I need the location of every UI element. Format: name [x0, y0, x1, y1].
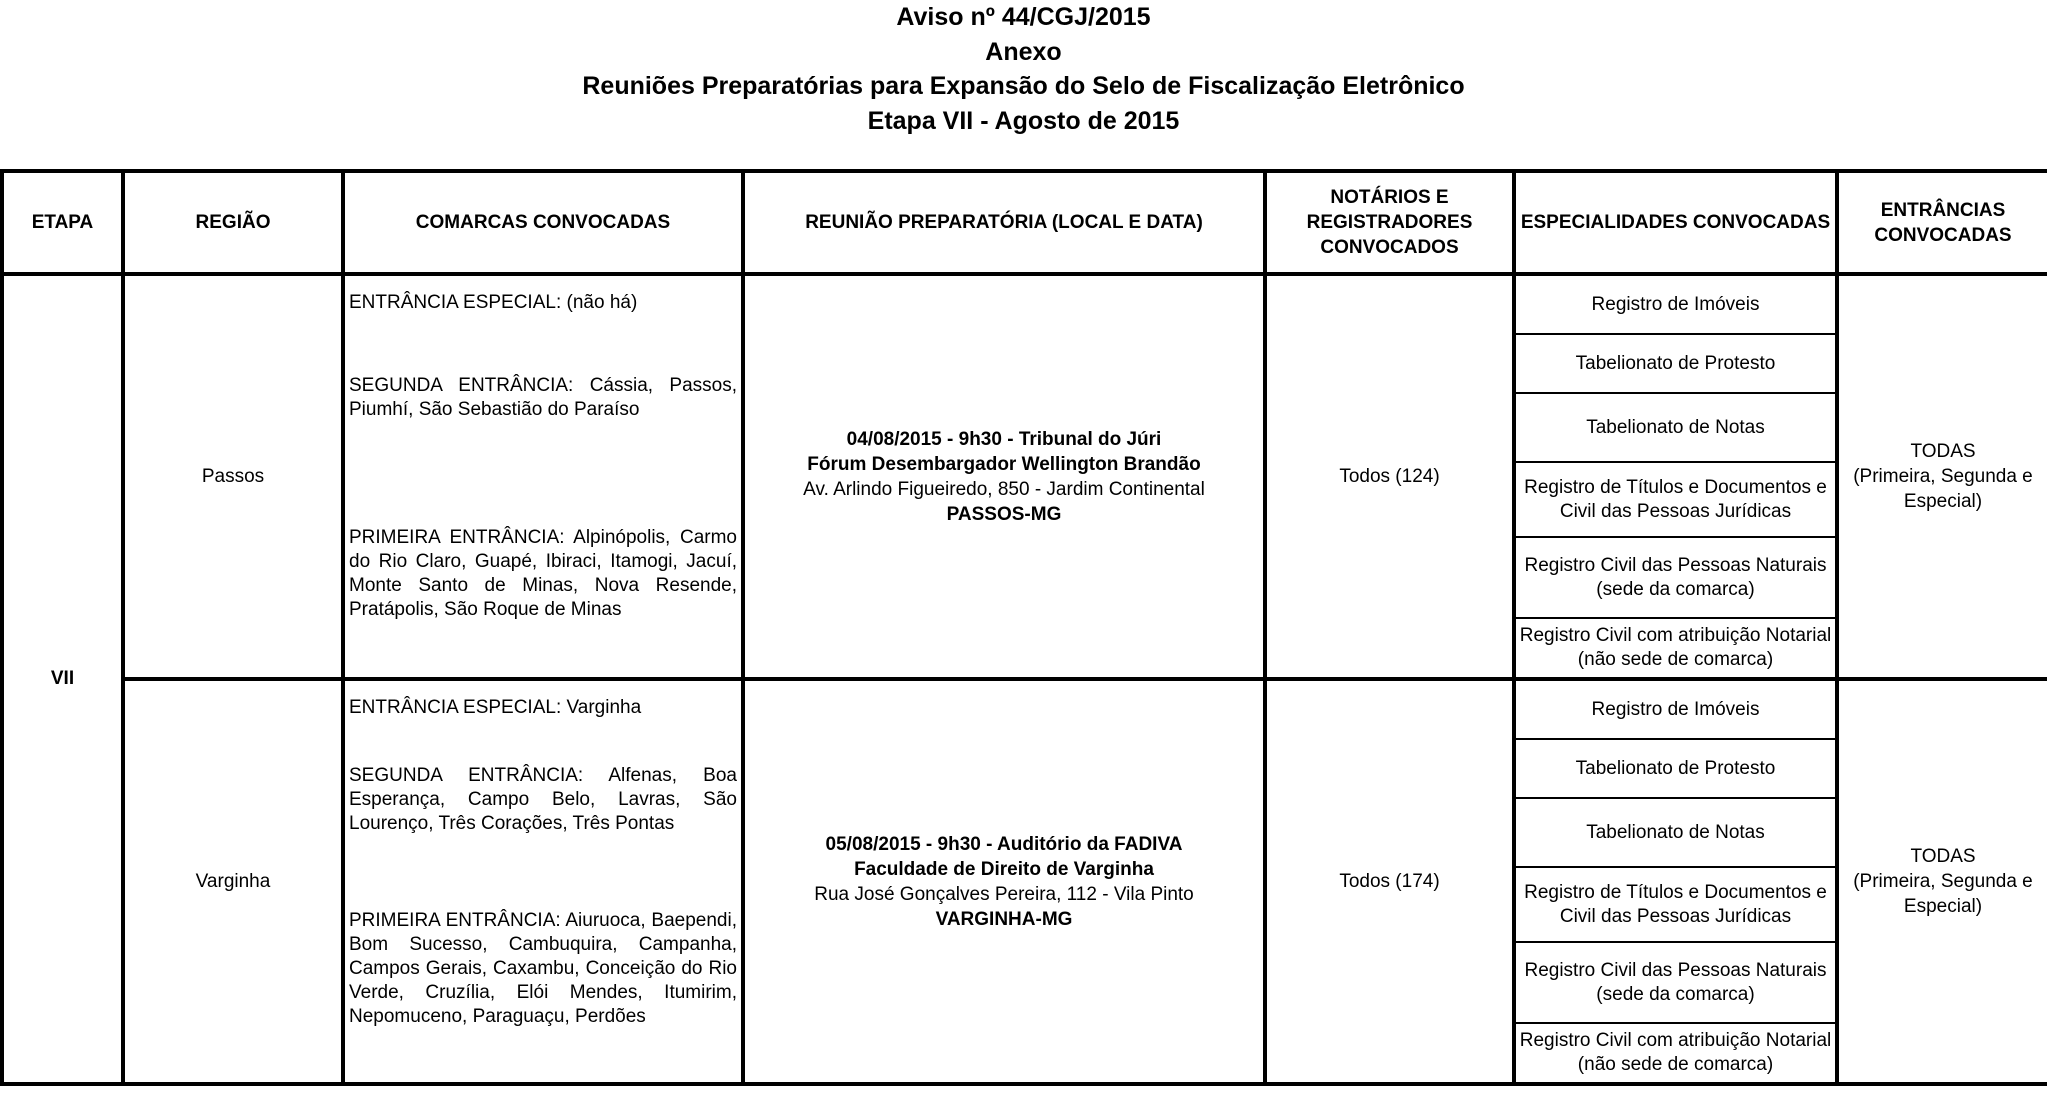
list-item: Tabelionato de Notas — [1516, 394, 1835, 463]
entrancias-detail: (Primeira, Segunda e Especial) — [1853, 466, 2033, 512]
reuniao-cell — [743, 679, 1265, 1084]
comarcas-cell — [343, 679, 743, 1084]
etapa-cell: VII — [2, 274, 123, 1084]
meeting-date-time: 05/08/2015 - 9h30 - Auditório da FADIVA — [825, 833, 1183, 855]
notice-number: Aviso nº 44/CGJ/2015 — [896, 3, 1151, 31]
entrancias-detail: (Primeira, Segunda e Especial) — [1853, 871, 2033, 917]
column-header-reuniao: REUNIÃO PREPARATÓRIA (LOCAL E DATA) — [743, 171, 1265, 274]
reuniao-cell — [743, 274, 1265, 679]
column-header-comarcas: COMARCAS CONVOCADAS — [343, 171, 743, 274]
entrancias-cell — [1837, 274, 2047, 679]
notarios-cell: Todos (124) — [1265, 274, 1514, 679]
document-title: Reuniões Preparatórias para Expansão do Selo de Fiscalização Eletrônico — [582, 72, 1465, 100]
comarca-primeira-entrancia: PRIMEIRA ENTRÂNCIA: Aiuruoca, Baependi, Bom Sucesso, Cambuquira, Campanha, Campos Gerais, Caxambu, Conceição do Rio Verde, Cruzília, Elói Mendes, Itumirim, Nepomuceno, Paraguaçu, Perdões — [349, 910, 737, 1027]
especialidades-cell — [1514, 274, 1837, 679]
meeting-date-time: 04/08/2015 - 9h30 - Tribunal do Júri — [846, 428, 1162, 450]
regiao-cell: Varginha — [123, 679, 343, 1084]
especialidades-cell — [1514, 679, 1837, 1084]
entrancias-cell — [1837, 679, 2047, 1084]
entrancias-all: TODAS — [1910, 441, 1976, 462]
list-item: Registro Civil com atribuição Notarial (não sede de comarca) — [1519, 625, 1832, 670]
column-header-regiao: REGIÃO — [123, 171, 343, 274]
table-header-row — [2, 171, 2047, 274]
comarca-primeira-entrancia: PRIMEIRA ENTRÂNCIA: Alpinópolis, Carmo do Rio Claro, Guapé, Ibiraci, Itamogi, Jacuí, Monte Santo de Minas, Nova Resende, Pratápolis, São Roque de Minas — [349, 527, 737, 620]
column-header-etapa: ETAPA — [2, 171, 123, 274]
entrancias-all: TODAS — [1910, 846, 1976, 867]
meeting-venue: Fórum Desembargador Wellington Brandão — [807, 453, 1201, 475]
column-header-entrancias — [1837, 171, 2047, 274]
list-item: Registro de Títulos e Documentos e Civil das Pessoas Jurídicas — [1516, 463, 1835, 538]
meetings-table — [0, 169, 2047, 1086]
list-item: Registro de Imóveis — [1516, 681, 1835, 740]
meeting-city: PASSOS-MG — [946, 503, 1062, 525]
column-header-entrancias-label: ENTRÂNCIAS CONVOCADAS — [1874, 199, 2012, 246]
comarca-entrancia-especial: ENTRÂNCIA ESPECIAL: Varginha — [349, 697, 642, 718]
annex-label: Anexo — [985, 37, 1062, 66]
notarios-cell: Todos (174) — [1265, 679, 1514, 1084]
list-item: Registro de Imóveis — [1516, 276, 1835, 335]
meeting-city: VARGINHA-MG — [935, 908, 1073, 930]
table-row — [2, 274, 2047, 679]
column-header-notarios-label: NOTÁRIOS E REGISTRADORES CONVOCADOS — [1306, 187, 1473, 258]
comarca-segunda-entrancia: SEGUNDA ENTRÂNCIA: Cássia, Passos, Piumhí, São Sebastião do Paraíso — [349, 375, 737, 420]
list-item: Registro Civil com atribuição Notarial (não sede de comarca) — [1519, 1030, 1832, 1075]
column-header-notarios — [1265, 171, 1514, 274]
document-header — [0, 0, 2047, 138]
meeting-address: Av. Arlindo Figueiredo, 850 - Jardim Continental — [803, 478, 1205, 500]
meeting-address: Rua José Gonçalves Pereira, 112 - Vila Pinto — [814, 883, 1194, 905]
list-item: Registro Civil das Pessoas Naturais (sede da comarca) — [1516, 538, 1835, 619]
comarca-segunda-entrancia: SEGUNDA ENTRÂNCIA: Alfenas, Boa Esperança, Campo Belo, Lavras, São Lourenço, Três Corações, Três Pontas — [349, 765, 737, 834]
list-item: Tabelionato de Protesto — [1516, 335, 1835, 394]
regiao-cell: Passos — [123, 274, 343, 679]
table-row — [2, 679, 2047, 1084]
list-item: Tabelionato de Protesto — [1516, 740, 1835, 799]
stage-subtitle: Etapa VII - Agosto de 2015 — [867, 106, 1180, 135]
comarcas-cell — [343, 274, 743, 679]
list-item: Tabelionato de Notas — [1516, 799, 1835, 868]
list-item: Registro de Títulos e Documentos e Civil das Pessoas Jurídicas — [1516, 868, 1835, 943]
list-item: Registro Civil das Pessoas Naturais (sede da comarca) — [1516, 943, 1835, 1024]
meeting-venue: Faculdade de Direito de Varginha — [854, 858, 1154, 880]
comarca-entrancia-especial: ENTRÂNCIA ESPECIAL: (não há) — [349, 292, 638, 313]
column-header-especialidades: ESPECIALIDADES CONVOCADAS — [1514, 171, 1837, 274]
